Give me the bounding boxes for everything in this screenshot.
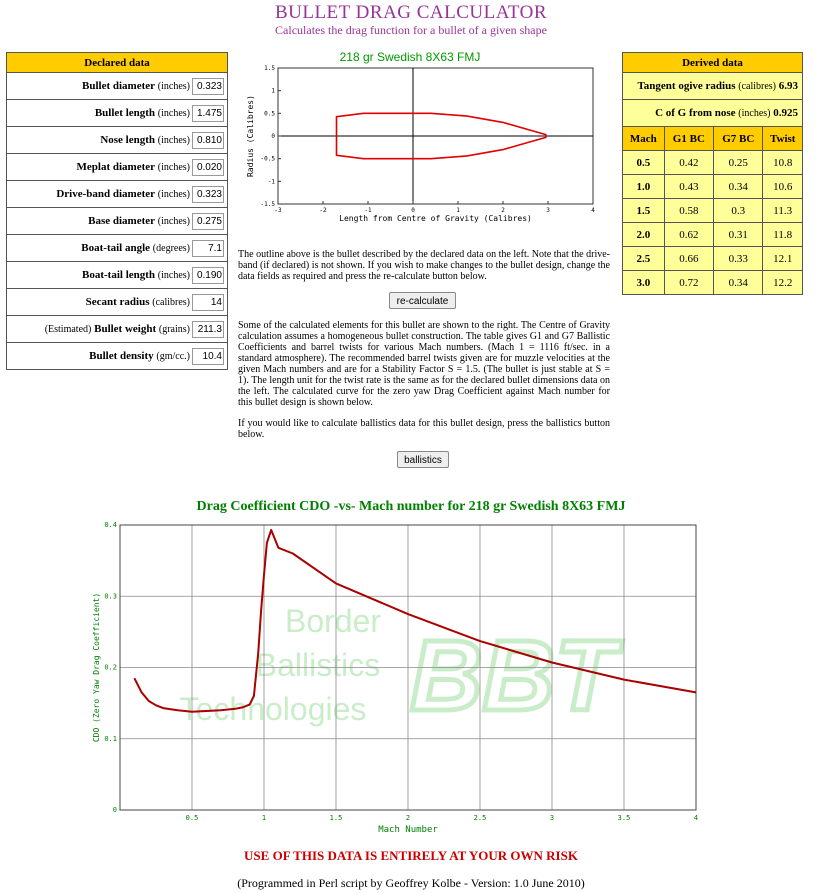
declared-label: Boat-tail angle xyxy=(81,241,151,254)
declared-unit: (grains) xyxy=(158,323,190,335)
declared-unit: (inches) xyxy=(157,80,190,92)
declared-label: Boat-tail length xyxy=(82,268,156,281)
declared-unit: (inches) xyxy=(157,188,190,200)
chart-x-tick-label: 4 xyxy=(693,814,699,822)
declared-row xyxy=(7,316,228,343)
derived-value-cell: 0.34 xyxy=(714,271,763,295)
derived-value-cell: 0.43 xyxy=(664,175,713,199)
declared-row xyxy=(7,289,228,316)
risk-warning: USE OF THIS DATA IS ENTIRELY AT YOUR OWN RISK xyxy=(244,848,578,863)
outline-y-label: Radius (Calibres) xyxy=(246,95,255,177)
cog-label: C of G from nose xyxy=(655,107,736,119)
ballistics-description: If you would like to calculate ballistics data for this bullet design, press the ballistics button below. xyxy=(238,418,610,440)
tangent-ogive-cell xyxy=(623,73,803,100)
declared-unit: (inches) xyxy=(157,215,190,227)
mach-cell: 3.0 xyxy=(623,271,665,295)
cog-value: 0.925 xyxy=(773,107,798,119)
page-subtitle: Calculates the drag function for a bullet of a given shape xyxy=(275,23,547,37)
declared-row xyxy=(7,100,228,127)
declared-value-input[interactable]: 0.323 xyxy=(192,78,224,95)
declared-row xyxy=(7,73,228,100)
declared-label: Bullet length xyxy=(94,106,156,119)
derived-column-header: Twist xyxy=(763,127,803,151)
tangent-ogive-label: Tangent ogive radius xyxy=(637,80,736,92)
chart-y-label: CDO (Zero Yaw Drag Coefficient) xyxy=(92,592,101,743)
declared-value-input[interactable]: 14 xyxy=(192,294,224,311)
declared-unit: (inches) xyxy=(157,269,190,281)
chart-x-tick-label: 1 xyxy=(261,814,267,822)
derived-value-cell: 0.34 xyxy=(714,175,763,199)
declared-label: Drive-band diameter xyxy=(56,187,156,200)
derived-data-heading: Derived data xyxy=(623,53,803,73)
chart-x-tick-label: 2 xyxy=(405,814,411,822)
declared-row xyxy=(7,235,228,262)
derived-value-cell: 0.42 xyxy=(664,151,713,175)
derived-data-table xyxy=(622,52,803,295)
declared-cell xyxy=(7,100,228,127)
derived-column-header: G7 BC xyxy=(714,127,763,151)
outline-y-tick-label: -0.5 xyxy=(260,155,275,163)
derived-value-cell: 0.31 xyxy=(714,223,763,247)
outline-x-tick-label: 4 xyxy=(591,207,595,214)
mach-cell: 2.5 xyxy=(623,247,665,271)
declared-label: Bullet diameter xyxy=(82,79,156,92)
watermark-logo: BBT xyxy=(410,620,616,732)
cog-unit: (inches) xyxy=(738,108,771,119)
watermark-line2: Ballistics xyxy=(255,647,381,683)
declared-data-heading: Declared data xyxy=(7,53,228,73)
outline-x-tick-label: 2 xyxy=(501,207,505,214)
declared-unit: (calibres) xyxy=(152,296,190,308)
declared-cell xyxy=(7,181,228,208)
derived-value-cell: 0.58 xyxy=(664,199,713,223)
declared-label: Meplat diameter xyxy=(76,160,156,173)
author-credit: (Programmed in Perl script by Geoffrey Kolbe - Version: 1.0 June 2010) xyxy=(237,876,585,890)
outline-x-tick-label: 1 xyxy=(456,207,460,214)
chart-y-tick-label: 0.1 xyxy=(104,734,117,743)
declared-row xyxy=(7,127,228,154)
page-title: BULLET DRAG CALCULATOR xyxy=(274,2,548,23)
derived-row xyxy=(623,271,803,295)
outline-y-tick-label: -1 xyxy=(267,178,275,186)
chart-x-tick-label: 0.5 xyxy=(185,814,199,822)
declared-unit: (degrees) xyxy=(152,242,190,254)
declared-row xyxy=(7,154,228,181)
derived-column-header-row xyxy=(623,127,803,151)
derived-value-cell: 0.62 xyxy=(664,223,713,247)
watermark-line3: Technologies xyxy=(179,691,367,727)
outline-x-tick-label: -1 xyxy=(364,207,372,214)
outline-y-tick-label: 0.5 xyxy=(264,110,275,118)
declared-label: Secant radius xyxy=(85,295,150,308)
derived-value-cell: 0.3 xyxy=(714,199,763,223)
derived-value-cell: 12.1 xyxy=(763,247,803,271)
ballistics-button[interactable]: ballistics xyxy=(397,451,449,468)
declared-cell xyxy=(7,235,228,262)
outline-y-tick-label: 1 xyxy=(271,87,275,95)
declared-row xyxy=(7,181,228,208)
declared-cell xyxy=(7,154,228,181)
declared-value-input[interactable]: 0.323 xyxy=(192,186,224,203)
outline-y-tick-label: -1.5 xyxy=(260,201,275,208)
declared-unit: (inches) xyxy=(157,107,190,119)
declared-value-input[interactable]: 7.1 xyxy=(192,240,224,257)
declared-value-input[interactable]: 0.020 xyxy=(192,159,224,176)
derived-value-cell: 11.8 xyxy=(763,223,803,247)
tangent-ogive-value: 6.93 xyxy=(778,80,798,92)
declared-value-input[interactable]: 10.4 xyxy=(192,348,224,365)
mach-cell: 2.0 xyxy=(623,223,665,247)
derived-value-cell: 10.6 xyxy=(763,175,803,199)
mach-cell: 0.5 xyxy=(623,151,665,175)
declared-cell xyxy=(7,343,228,370)
derived-value-cell: 0.72 xyxy=(664,271,713,295)
chart-y-tick-label: 0.2 xyxy=(104,663,117,672)
declared-cell xyxy=(7,289,228,316)
declared-cell xyxy=(7,208,228,235)
declared-data-table xyxy=(6,52,228,370)
declared-unit: (gm/cc.) xyxy=(156,350,190,362)
declared-row xyxy=(7,208,228,235)
recalculate-button[interactable]: re-calculate xyxy=(389,292,456,309)
chart-x-tick-label: 3 xyxy=(549,814,555,822)
declared-row xyxy=(7,343,228,370)
derived-value-cell: 0.25 xyxy=(714,151,763,175)
derived-row xyxy=(623,151,803,175)
mach-cell: 1.5 xyxy=(623,199,665,223)
declared-cell xyxy=(7,127,228,154)
outline-x-tick-label: 0 xyxy=(411,207,415,214)
chart-x-tick-label: 2.5 xyxy=(473,814,487,822)
derived-value-cell: 12.2 xyxy=(763,271,803,295)
cog-cell xyxy=(623,100,803,127)
outline-x-tick-label: 3 xyxy=(546,207,550,214)
derived-value-cell: 11.3 xyxy=(763,199,803,223)
bullet-outline-graph xyxy=(244,62,604,227)
declared-value-input[interactable]: 0.190 xyxy=(192,267,224,284)
declared-value-input[interactable]: 1.475 xyxy=(192,105,224,122)
chart-y-tick-label: 0.4 xyxy=(104,521,117,529)
declared-unit: (inches) xyxy=(157,161,190,173)
outline-y-tick-label: 0 xyxy=(271,133,275,140)
derived-value-cell: 0.66 xyxy=(664,247,713,271)
chart-x-label: Mach Number xyxy=(378,825,438,835)
derived-row xyxy=(623,175,803,199)
declared-cell xyxy=(7,316,228,343)
declared-cell xyxy=(7,73,228,100)
derived-row xyxy=(623,199,803,223)
outline-y-tick-label: 1.5 xyxy=(264,65,275,72)
derived-value-cell: 0.33 xyxy=(714,247,763,271)
derived-row xyxy=(623,247,803,271)
declared-label: Base diameter xyxy=(88,214,156,227)
derived-row xyxy=(623,223,803,247)
chart-title: Drag Coefficient CDO -vs- Mach number for 218 gr Swedish 8X63 FMJ xyxy=(196,499,626,514)
derived-value-cell: 10.8 xyxy=(763,151,803,175)
watermark-line1: Border xyxy=(284,603,382,639)
mach-cell: 1.0 xyxy=(623,175,665,199)
tangent-ogive-unit: (calibres) xyxy=(738,81,776,92)
calculation-description: Some of the calculated elements for this bullet are shown to the right. The Centre of Gravity calculation assumes a homogeneous bullet construction. The table gives G1 and G7 Ballistic Coefficients and barrel twists for various Mach numbers. (Mach 1 = 1116 ft/sec. in a standard atmosphere). The recommended barrel twists given are for muzzle velocities at the given Mach numbers and are for a Stability Factor S = 1.5. (The bullet is just stable at S = 1). The length unit for the twist rate is the same as for the declared bullet dimensions data on the left. The calculated curve for the zero yaw Drag Coefficient against Mach number for this bullet design is shown below. xyxy=(238,320,610,408)
declared-value-input[interactable]: 0.275 xyxy=(192,213,224,230)
chart-y-tick-label: 0 xyxy=(112,806,117,814)
drag-coefficient-chart xyxy=(88,520,713,842)
declared-cell xyxy=(7,262,228,289)
outline-x-tick-label: -3 xyxy=(274,207,282,214)
outline-x-label: Length from Centre of Gravity (Calibres) xyxy=(339,214,532,223)
declared-prefix: (Estimated) xyxy=(44,323,92,335)
declared-label: Bullet density xyxy=(89,349,154,362)
declared-label: Bullet weight xyxy=(94,322,157,335)
outline-x-tick-label: -2 xyxy=(319,207,327,214)
outline-description: The outline above is the bullet described by the declared data on the left. Note that the drive-band (if declared) is not shown. If you wish to make changes to the bullet design, change the data fields as required and press the re-calculate button below. xyxy=(238,249,610,282)
derived-column-header: Mach xyxy=(623,127,665,151)
declared-row xyxy=(7,262,228,289)
chart-x-tick-label: 1.5 xyxy=(329,814,343,822)
declared-unit: (inches) xyxy=(157,134,190,146)
declared-value-input[interactable]: 0.810 xyxy=(192,132,224,149)
chart-x-tick-label: 3.5 xyxy=(617,814,631,822)
declared-label: Nose length xyxy=(100,133,156,146)
outline-title: 218 gr Swedish 8X63 FMJ xyxy=(339,50,481,64)
chart-y-tick-label: 0.3 xyxy=(104,592,117,601)
derived-column-header: G1 BC xyxy=(664,127,713,151)
declared-value-input[interactable]: 211.3 xyxy=(192,321,224,338)
